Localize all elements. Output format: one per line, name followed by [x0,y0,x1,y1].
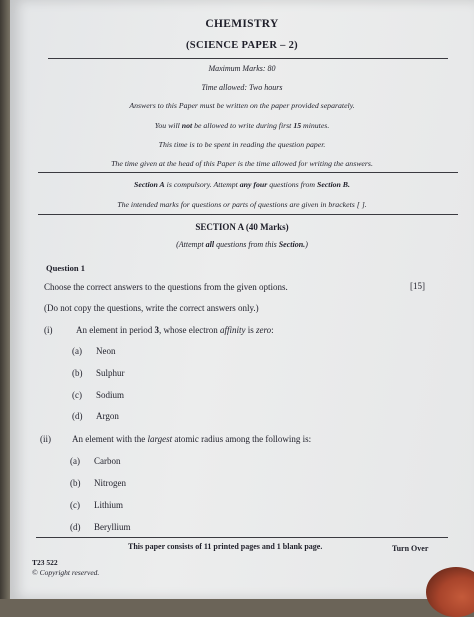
option-text: Nitrogen [94,478,126,488]
marks-instruction: The intended marks for questions or parts of questions are given in brackets [ ]. [117,200,367,209]
divider [38,172,458,173]
instruction-line: You will not be allowed to write during first 15 minutes. [154,121,330,130]
option-letter: (c) [70,500,80,510]
divider [38,214,458,215]
finger-photo-artifact [426,567,474,617]
question-marks: [15] [410,281,425,291]
section-heading: SECTION A (40 Marks) [195,222,289,232]
option-text: Lithium [94,500,123,510]
part-question: An element with the largest atomic radius among the following is: [72,434,312,444]
instruction-line: This time is to be spent in reading the question paper. [158,140,326,149]
option-letter: (c) [72,390,82,400]
part-number: (ii) [40,434,51,444]
copyright-note: © Copyright reserved. [32,568,100,577]
option-letter: (b) [70,478,81,488]
instruction-line: Answers to this Paper must be written on the paper provided separately. [129,101,355,110]
option-text: Neon [96,346,116,356]
turn-over: Turn Over [392,544,429,553]
option-letter: (a) [72,346,82,356]
option-text: Carbon [94,456,121,466]
option-text: Sulphur [96,368,125,378]
option-text: Sodium [96,390,125,400]
divider [48,58,448,59]
option-letter: (a) [70,456,80,466]
paper-subtitle: (SCIENCE PAPER – 2) [186,40,298,51]
part-question: An element in period 3, whose electron affinity is zero: [76,325,274,335]
question-label: Question 1 [46,263,85,273]
option-letter: (d) [72,411,83,421]
question-instruction: Choose the correct answers to the questions from the given options. [44,282,288,292]
question-note: (Do not copy the questions, write the correct answers only.) [44,303,259,313]
instruction-line: The time given at the head of this Paper is the time allowed for writing the answers. [111,159,373,168]
divider [36,537,448,538]
part-number: (i) [44,325,53,335]
option-letter: (d) [70,522,81,532]
section-attempt-note: (Attempt all questions from this Section.) [176,240,308,249]
page-count-note: This paper consists of 11 printed pages and 1 blank page. [128,542,323,551]
option-text: Argon [96,411,119,421]
paper-left-edge [0,0,10,599]
time-allowed: Time allowed: Two hours [201,83,283,92]
section-instruction: Section A is compulsory. Attempt any four questions from Section B. [134,180,350,189]
paper-title: CHEMISTRY [205,18,279,30]
exam-paper [10,0,474,599]
paper-code: T23 522 [32,558,58,567]
option-text: Beryllium [94,522,131,532]
option-letter: (b) [72,368,83,378]
maximum-marks: Maximum Marks: 80 [208,64,276,73]
